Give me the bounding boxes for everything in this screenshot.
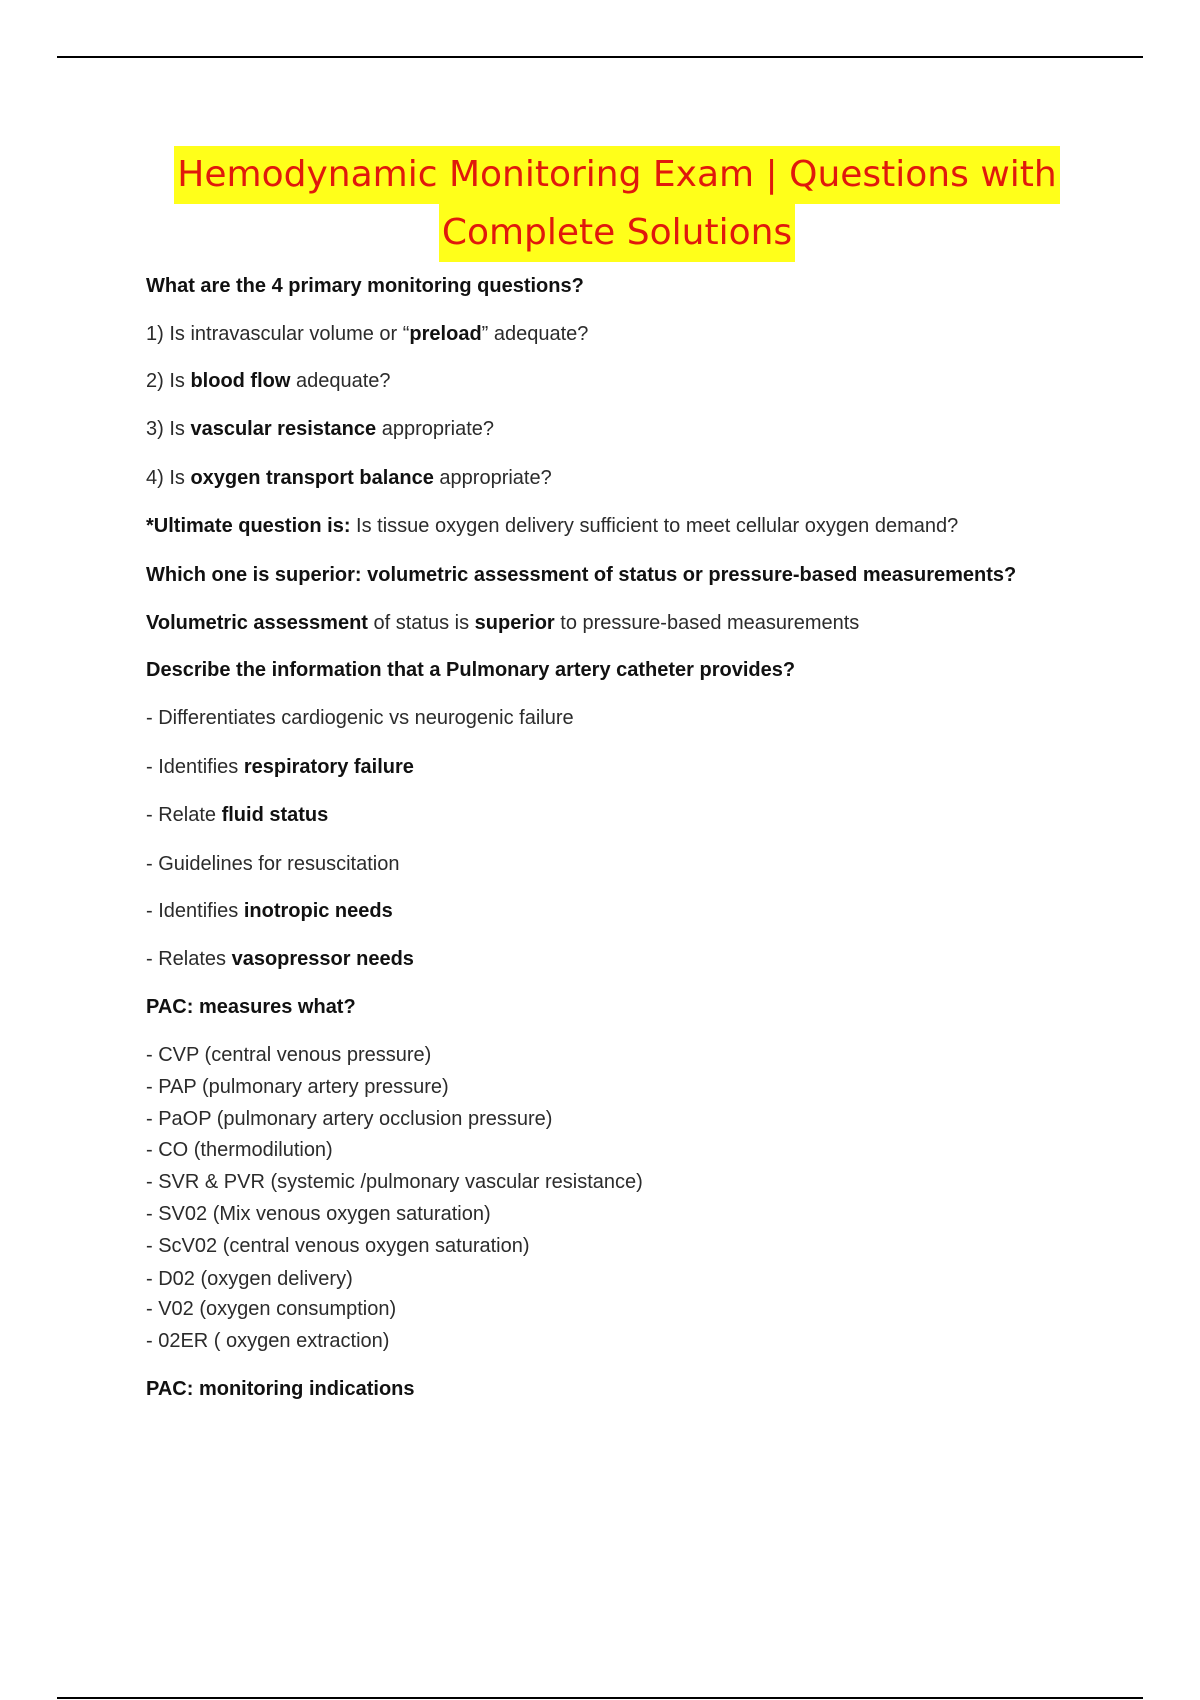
question-primary-monitoring: What are the 4 primary monitoring questions? bbox=[146, 275, 584, 297]
pac-measure-item: - SVR & PVR (systemic /pulmonary vascular resistance) bbox=[146, 1171, 643, 1193]
title-line-1: Hemodynamic Monitoring Exam | Questions with bbox=[174, 146, 1059, 204]
pac-measure-item: - CVP (central venous pressure) bbox=[146, 1044, 432, 1066]
answer-line-preload: 1) Is intravascular volume or “preload” adequate? bbox=[146, 323, 589, 345]
pac-measure-item: - V02 (oxygen consumption) bbox=[146, 1298, 397, 1320]
pac-info-item: - Differentiates cardiogenic vs neurogenic failure bbox=[146, 707, 574, 729]
answer-line-vascular-resistance: 3) Is vascular resistance appropriate? bbox=[146, 418, 495, 440]
pac-measure-item: - ScV02 (central venous oxygen saturation) bbox=[146, 1235, 530, 1257]
pac-info-item: - Guidelines for resuscitation bbox=[146, 853, 400, 875]
question-pac-indications: PAC: monitoring indications bbox=[146, 1378, 415, 1400]
pac-info-item: - Relates vasopressor needs bbox=[146, 948, 414, 970]
answer-volumetric-superior: Volumetric assessment of status is superior to pressure-based measurements bbox=[146, 612, 860, 634]
pac-measure-item: - 02ER ( oxygen extraction) bbox=[146, 1330, 390, 1352]
pac-info-item: - Relate fluid status bbox=[146, 804, 329, 826]
pac-measure-item: - PAP (pulmonary artery pressure) bbox=[146, 1076, 449, 1098]
answer-line-ultimate-question: *Ultimate question is: Is tissue oxygen delivery sufficient to meet cellular oxygen demand? bbox=[146, 515, 959, 537]
pac-info-item: - Identifies respiratory failure bbox=[146, 756, 414, 778]
title-line-2: Complete Solutions bbox=[439, 204, 795, 262]
answer-line-blood-flow: 2) Is blood flow adequate? bbox=[146, 370, 391, 392]
pac-measure-item: - PaOP (pulmonary artery occlusion pressure) bbox=[146, 1108, 553, 1130]
page-title bbox=[100, 146, 1134, 262]
top-rule bbox=[57, 56, 1143, 58]
pac-measure-item: - CO (thermodilution) bbox=[146, 1139, 333, 1161]
question-pac-measures: PAC: measures what? bbox=[146, 996, 356, 1018]
pac-measure-item: - SV02 (Mix venous oxygen saturation) bbox=[146, 1203, 491, 1225]
bottom-rule bbox=[57, 1697, 1143, 1699]
question-volumetric-vs-pressure: Which one is superior: volumetric assessment of status or pressure-based measurements? bbox=[146, 564, 1017, 586]
pac-measure-item: - D02 (oxygen delivery) bbox=[146, 1268, 353, 1290]
answer-line-oxygen-transport: 4) Is oxygen transport balance appropriate? bbox=[146, 467, 552, 489]
question-pac-information: Describe the information that a Pulmonary artery catheter provides? bbox=[146, 659, 796, 681]
pac-info-item: - Identifies inotropic needs bbox=[146, 900, 393, 922]
